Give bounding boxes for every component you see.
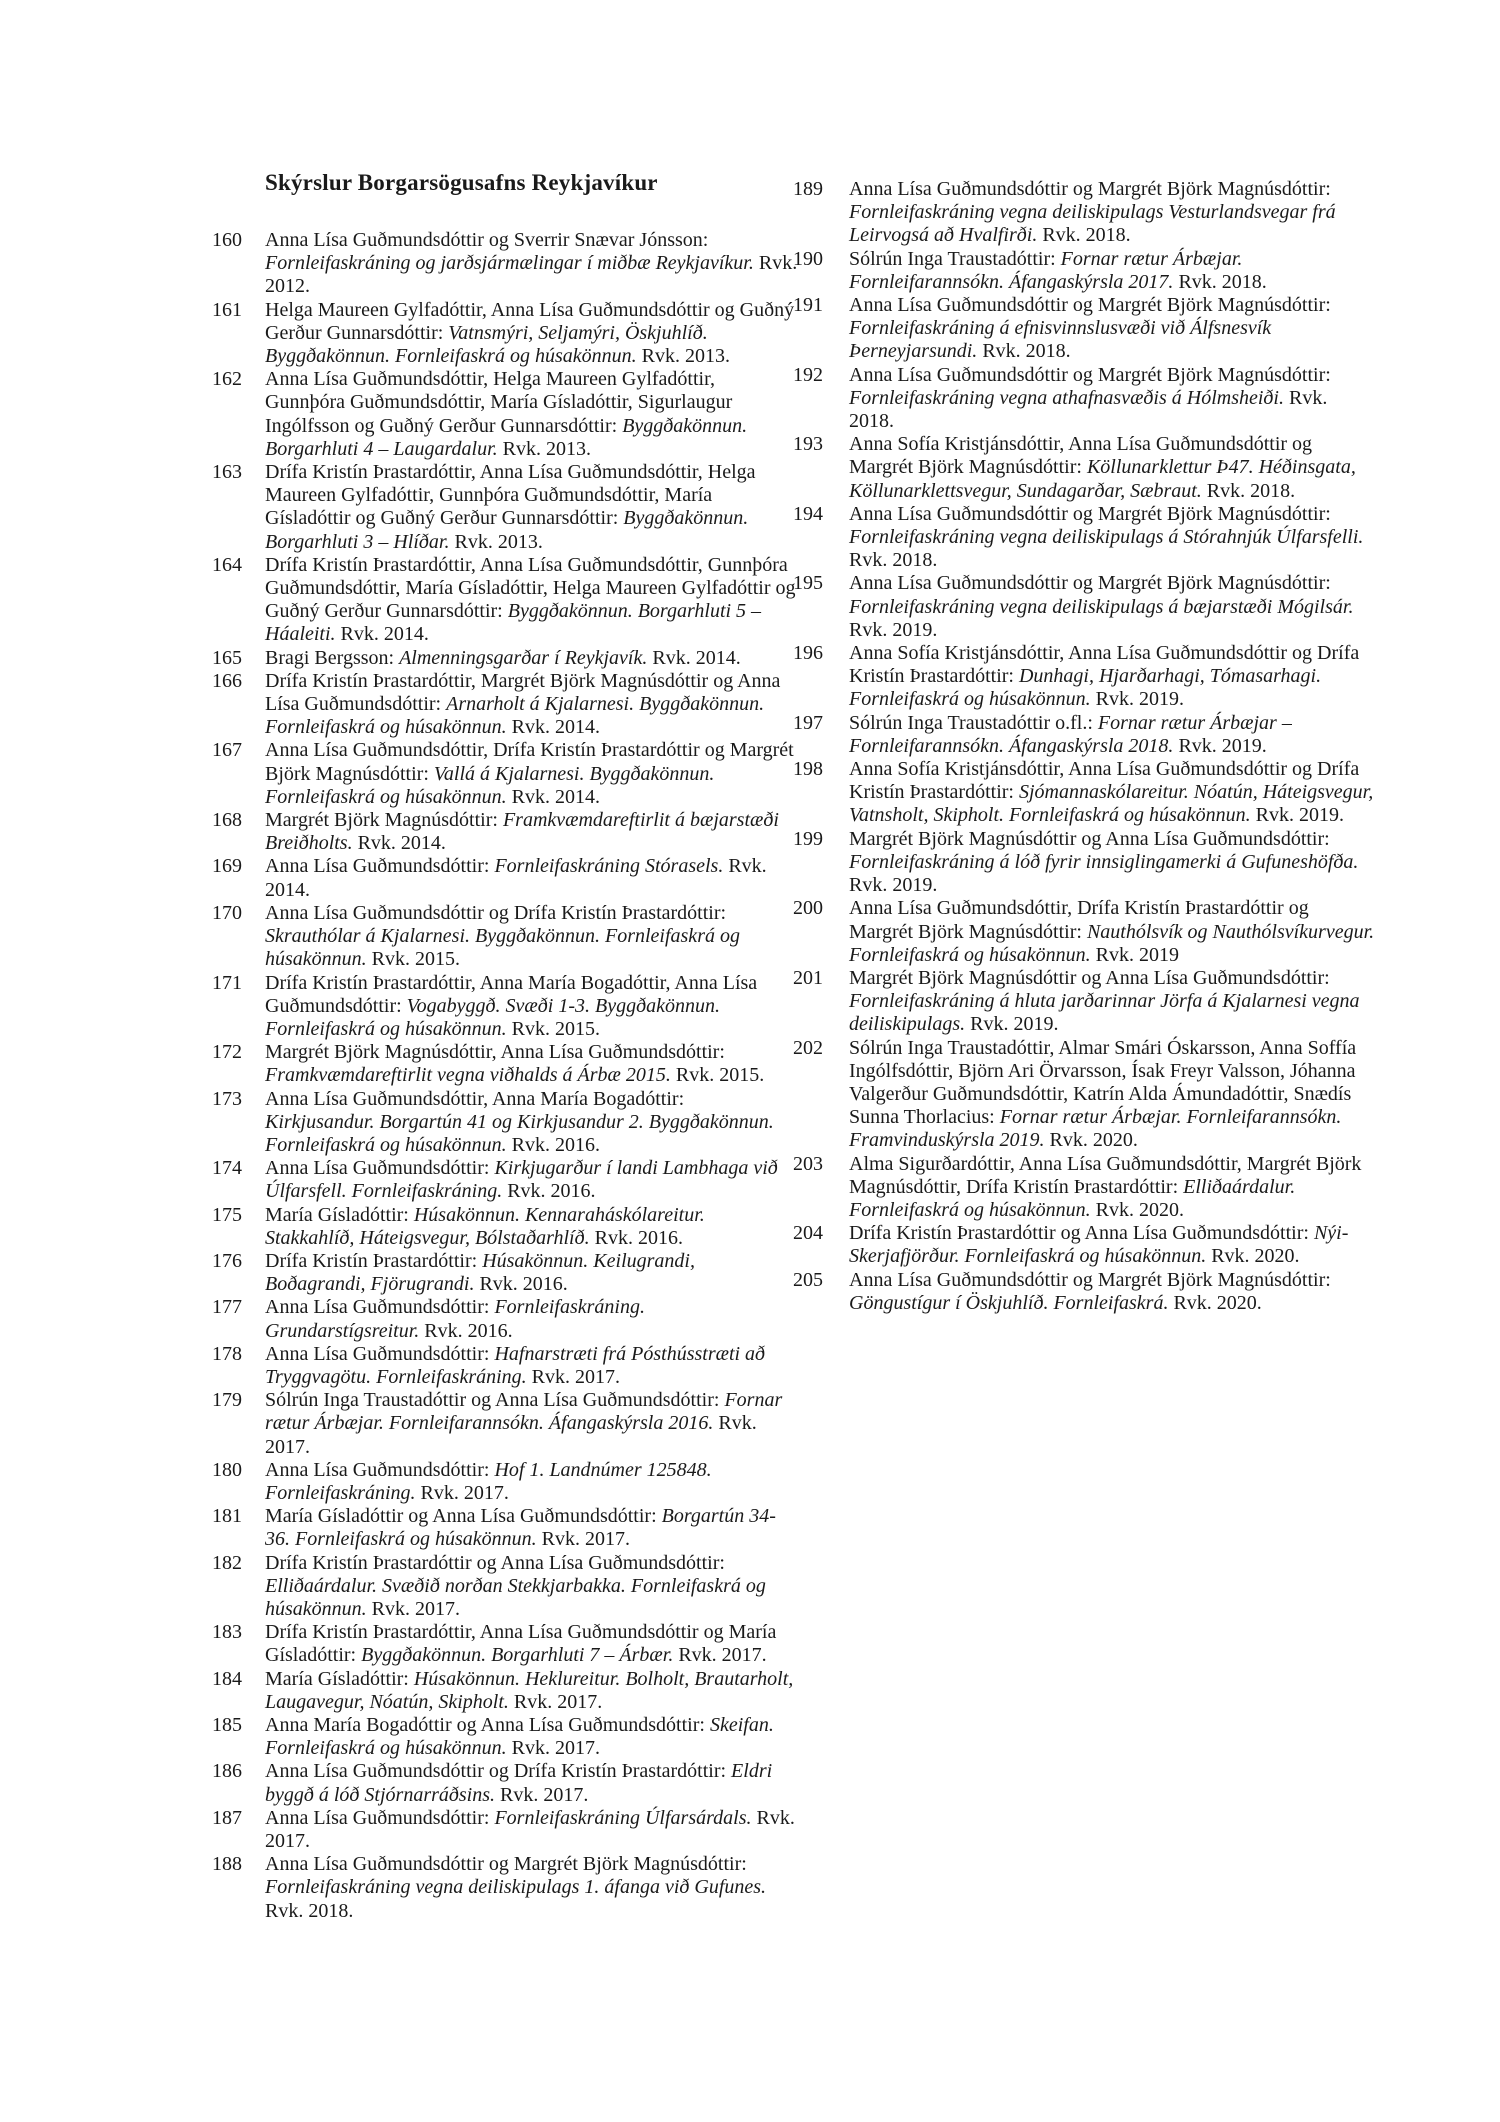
entry-number: 197 — [793, 711, 823, 734]
reference-entry — [212, 299, 798, 369]
entry-number: 162 — [212, 368, 242, 391]
entry-text: Anna Lísa Guðmundsdóttir og Margrét Björk Magnúsdóttir: Fornleifaskráning vegna athafnasvæðis á Hólmsheiði. Rvk. 2018. — [849, 363, 1331, 433]
reference-entry — [212, 1041, 798, 1087]
reference-entry — [793, 433, 1375, 503]
entry-text: Anna Lísa Guðmundsdóttir, Drífa Kristín Þrastardóttir og Margrét Björk Magnúsdóttir: Vallá á Kjalarnesi. Byggðakönnun. Fornleifaskrá og húsakönnun. Rvk. 2014. — [265, 739, 794, 808]
entry-text: Anna Lísa Guðmundsdóttir og Margrét Björk Magnúsdóttir: Göngustígur í Öskjuhlíð. Fornleifaskrá. Rvk. 2020. — [849, 1268, 1331, 1314]
entry-text: Drífa Kristín Þrastardóttir, Anna María Bogadóttir, Anna Lísa Guðmundsdóttir: Vogabyggð. Svæði 1-3. Byggðakönnun. Fornleifaskrá og húsakönnun. Rvk. 2015. — [265, 971, 758, 1040]
reference-entry — [793, 712, 1375, 758]
entry-number: 181 — [212, 1505, 242, 1528]
reference-entry — [793, 572, 1375, 642]
entry-number: 193 — [793, 433, 823, 456]
entry-number: 174 — [212, 1157, 242, 1180]
entry-number: 199 — [793, 827, 823, 850]
entry-text: Anna Lísa Guðmundsdóttir, Helga Maureen Gylfadóttir, Gunnþóra Guðmundsdóttir, María Gísladóttir, Sigurlaugur Ingólfsson og Guðný Gerður Gunnarsdóttir: Byggðakönnun. Borgarhluti 4 – Laugardalur. Rvk. 2013. — [265, 368, 748, 460]
entry-number: 195 — [793, 572, 823, 595]
entry-number: 161 — [212, 298, 242, 321]
entry-number: 175 — [212, 1203, 242, 1226]
reference-entry — [212, 1343, 798, 1389]
entry-text: Sólrún Inga Traustadóttir o.fl.: Fornar rætur Árbæjar – Fornleifarannsókn. Áfangaskýrsla 2018. Rvk. 2019. — [849, 711, 1292, 757]
reference-entry — [212, 1552, 798, 1622]
entry-text: Alma Sigurðardóttir, Anna Lísa Guðmundsdóttir, Margrét Björk Magnúsdóttir, Drífa Kristín Þrastardóttir: Elliðaárdalur. Fornleifaskrá og húsakönnun. Rvk. 2020. — [849, 1152, 1362, 1221]
reference-entry — [793, 364, 1375, 434]
entry-number: 203 — [793, 1152, 823, 1175]
entry-text: Drífa Kristín Þrastardóttir og Anna Lísa Guðmundsdóttir: Nýi-Skerjafjörður. Fornleifaskrá og húsakönnun. Rvk. 2020. — [849, 1222, 1349, 1268]
entry-number: 166 — [212, 669, 242, 692]
entry-number: 160 — [212, 229, 242, 251]
entry-number: 163 — [212, 461, 242, 484]
entry-text: Margrét Björk Magnúsdóttir og Anna Lísa Guðmundsdóttir: Fornleifaskráning á lóð fyrir innsiglingamerki á Gufuneshöfða. Rvk. 2019. — [849, 827, 1359, 897]
entry-number: 204 — [793, 1222, 823, 1245]
entry-text: Drífa Kristín Þrastardóttir, Anna Lísa Guðmundsdóttir, Gunnþóra Guðmundsdóttir, María Gísladóttir, Helga Maureen Gylfadóttir og Guðný Gerður Gunnarsdóttir: Byggðakönnun. Borgarhluti 5 – Háaleiti. Rvk. 2014. — [265, 553, 796, 646]
reference-entry — [212, 1088, 798, 1158]
entry-text: Margrét Björk Magnúsdóttir: Framkvæmdareftirlit á bæjarstæði Breiðholts. Rvk. 2014. — [265, 809, 779, 855]
reference-entry — [793, 294, 1375, 364]
entry-text: Anna Lísa Guðmundsdóttir: Hafnarstræti frá Pósthússtræti að Tryggvagötu. Fornleifaskráning. Rvk. 2017. — [265, 1342, 766, 1388]
entry-text: Anna Lísa Guðmundsdóttir og Drífa Kristín Þrastardóttir: Skrauthólar á Kjalarnesi. Byggðakönnun. Fornleifaskrá og húsakönnun. Rvk. 2015. — [265, 901, 740, 971]
reference-entry — [793, 967, 1375, 1037]
entry-text: Sólrún Inga Traustadóttir: Fornar rætur Árbæjar. Fornleifarannsókn. Áfangaskýrsla 2017. Rvk. 2018. — [849, 247, 1267, 293]
reference-entry — [793, 178, 1375, 248]
entry-text: María Gísladóttir: Húsakönnun. Heklureitur. Bolholt, Brautarholt, Laugavegur, Nóatún, Skipholt. Rvk. 2017. — [265, 1667, 794, 1713]
reference-entry — [793, 642, 1375, 712]
entry-text: Anna Lísa Guðmundsdóttir: Fornleifaskráning Úlfarsárdals. Rvk. 2017. — [265, 1806, 795, 1853]
reference-entry — [212, 670, 798, 740]
reference-entry — [212, 647, 798, 670]
entry-number: 179 — [212, 1389, 242, 1412]
entry-number: 186 — [212, 1760, 242, 1783]
reference-entry — [212, 1505, 798, 1551]
entry-number: 192 — [793, 363, 823, 386]
entry-number: 184 — [212, 1667, 242, 1690]
reference-entry — [212, 1389, 798, 1459]
reference-entry — [793, 1153, 1375, 1223]
entry-text: Anna Sofía Kristjánsdóttir, Anna Lísa Guðmundsdóttir og Drífa Kristín Þrastardóttir: Dunhagi, Hjarðarhagi, Tómasarhagi. Fornleifaskrá og húsakönnun. Rvk. 2019. — [849, 642, 1360, 711]
reference-entry — [212, 229, 798, 299]
entry-number: 180 — [212, 1458, 242, 1481]
entry-number: 188 — [212, 1853, 242, 1876]
entry-text: Helga Maureen Gylfadóttir, Anna Lísa Guðmundsdóttir og Guðný Gerður Gunnarsdóttir: Vatnsmýri, Seljamýri, Öskjuhlíð. Byggðakönnun. Fornleifaskrá og húsakönnun. Rvk. 2013. — [265, 298, 795, 368]
reference-entry — [212, 855, 798, 901]
entry-text: Anna Lísa Guðmundsdóttir og Margrét Björk Magnúsdóttir: Fornleifaskráning vegna deiliskipulags Vesturlandsvegar frá Leirvogsá að Hvalfirði. Rvk. 2018. — [849, 178, 1336, 247]
reference-entry — [793, 503, 1375, 573]
entry-number: 171 — [212, 971, 242, 994]
entry-number: 178 — [212, 1342, 242, 1365]
entry-text: Anna Lísa Guðmundsdóttir: Fornleifaskráning. Grundarstígsreitur. Rvk. 2016. — [265, 1296, 645, 1342]
reference-entry — [793, 1037, 1375, 1153]
entry-number: 187 — [212, 1806, 242, 1829]
entry-text: Anna Sofía Kristjánsdóttir, Anna Lísa Guðmundsdóttir og Margrét Björk Magnúsdóttir: Köllunarklettur Þ47. Héðinsgata, Köllunarklettsvegur, Sundagarðar, Sæbraut. Rvk. 2018. — [849, 433, 1356, 502]
reference-entry — [793, 758, 1375, 828]
entry-number: 198 — [793, 758, 823, 781]
reference-entry — [793, 1222, 1375, 1268]
entry-text: Bragi Bergsson: Almenningsgarðar í Reykjavík. Rvk. 2014. — [265, 646, 741, 669]
entry-text: Drífa Kristín Þrastardóttir, Anna Lísa Guðmundsdóttir og María Gísladóttir: Byggðakönnun. Borgarhluti 7 – Árbær. Rvk. 2017. — [265, 1621, 777, 1667]
reference-entry — [212, 739, 798, 809]
entry-number: 205 — [793, 1268, 823, 1291]
entry-number: 182 — [212, 1551, 242, 1574]
entry-number: 200 — [793, 897, 823, 920]
entry-text: Sólrún Inga Traustadóttir og Anna Lísa Guðmundsdóttir: Fornar rætur Árbæjar. Fornleifarannsókn. Áfangaskýrsla 2016. Rvk. 2017. — [265, 1389, 783, 1458]
entry-text: María Gísladóttir og Anna Lísa Guðmundsdóttir: Borgartún 34-36. Fornleifaskrá og húsakönnun. Rvk. 2017. — [265, 1505, 776, 1551]
entry-number: 191 — [793, 294, 823, 317]
reference-list-left-column — [212, 229, 798, 1923]
reference-entry — [793, 828, 1375, 898]
entry-text: Margrét Björk Magnúsdóttir og Anna Lísa Guðmundsdóttir: Fornleifaskráning á hluta jarðarinnar Jörfa á Kjalarnesi vegna deiliskipulags. Rvk. 2019. — [849, 966, 1360, 1036]
entry-text: Drífa Kristín Þrastardóttir, Margrét Björk Magnúsdóttir og Anna Lísa Guðmundsdóttir: Arnarholt á Kjalarnesi. Byggðakönnun. Fornleifaskrá og húsakönnun. Rvk. 2014. — [265, 669, 781, 739]
reference-entry — [212, 902, 798, 972]
entry-number: 176 — [212, 1249, 242, 1272]
entry-text: Anna Lísa Guðmundsdóttir og Margrét Björk Magnúsdóttir: Fornleifaskráning vegna deiliskipulags á Stórahnjúk Úlfarsfelli. Rvk. 2018. — [849, 502, 1364, 572]
reference-entry — [212, 368, 798, 461]
entry-number: 183 — [212, 1621, 242, 1644]
reference-entry — [212, 1204, 798, 1250]
reference-entry — [212, 1459, 798, 1505]
entry-text: Anna Lísa Guðmundsdóttir og Margrét Björk Magnúsdóttir: Fornleifaskráning vegna deiliskipulags á bæjarstæði Mógilsár. Rvk. 2019. — [849, 572, 1354, 641]
reference-entry — [212, 1714, 798, 1760]
reference-entry — [212, 461, 798, 554]
entry-number: 167 — [212, 739, 242, 762]
page-title: Skýrslur Borgarsögusafns Reykjavíkur — [265, 170, 658, 195]
entry-number: 189 — [793, 178, 823, 200]
entry-text: Anna María Bogadóttir og Anna Lísa Guðmundsdóttir: Skeifan. Fornleifaskrá og húsakönnun. Rvk. 2017. — [265, 1714, 774, 1760]
entry-text: Drífa Kristín Þrastardóttir: Húsakönnun. Keilugrandi, Boðagrandi, Fjörugrandi. Rvk. 2016. — [265, 1249, 695, 1296]
entry-number: 194 — [793, 502, 823, 525]
entry-text: Drífa Kristín Þrastardóttir, Anna Lísa Guðmundsdóttir, Helga Maureen Gylfadóttir, Gunnþóra Guðmundsdóttir, María Gísladóttir og Guðný Gerður Gunnarsdóttir: Byggðakönnun. Borgarhluti 3 – Hlíðar. Rvk. 2013. — [265, 461, 756, 553]
entry-number: 168 — [212, 809, 242, 832]
reference-entry — [212, 1250, 798, 1296]
entry-number: 172 — [212, 1041, 242, 1064]
entry-number: 196 — [793, 642, 823, 665]
entry-text: Anna Lísa Guðmundsdóttir og Margrét Björk Magnúsdóttir: Fornleifaskráning vegna deiliskipulags 1. áfanga við Gufunes. Rvk. 2018. — [265, 1853, 767, 1922]
entry-text: Anna Lísa Guðmundsdóttir, Drífa Kristín Þrastardóttir og Margrét Björk Magnúsdóttir: Nauthólsvík og Nauthólsvíkurvegur. Fornleifaskrá og húsakönnun. Rvk. 2019 — [849, 897, 1375, 966]
entry-number: 173 — [212, 1087, 242, 1110]
entry-text: Anna Sofía Kristjánsdóttir, Anna Lísa Guðmundsdóttir og Drífa Kristín Þrastardóttir: Sjómannaskólareitur. Nóatún, Háteigsvegur, Vatnsholt, Skipholt. Fornleifaskrá og húsakönnun. Rvk. 2019. — [849, 758, 1374, 827]
reference-entry — [212, 1853, 798, 1923]
entry-number: 202 — [793, 1036, 823, 1059]
reference-entry — [212, 809, 798, 855]
entry-number: 170 — [212, 901, 242, 924]
entry-text: Anna Lísa Guðmundsdóttir, Anna María Bogadóttir: Kirkjusandur. Borgartún 41 og Kirkjusandur 2. Byggðakönnun. Fornleifaskrá og húsakönnun. Rvk. 2016. — [265, 1087, 774, 1156]
entry-text: Anna Lísa Guðmundsdóttir og Margrét Björk Magnúsdóttir: Fornleifaskráning á efnisvinnslusvæði við Álfsnesvík Þerneyjarsundi. Rvk. 2018. — [849, 294, 1331, 363]
entry-number: 201 — [793, 966, 823, 989]
reference-entry — [212, 554, 798, 647]
reference-list-right-column — [793, 178, 1375, 1315]
reference-entry — [212, 1807, 798, 1853]
entry-number: 169 — [212, 855, 242, 878]
entry-text: Anna Lísa Guðmundsdóttir og Drífa Kristín Þrastardóttir: Eldri byggð á lóð Stjórnarráðsins. Rvk. 2017. — [265, 1760, 773, 1806]
entry-number: 177 — [212, 1296, 242, 1319]
entry-number: 190 — [793, 247, 823, 270]
reference-entry — [212, 1157, 798, 1203]
reference-entry — [212, 1296, 798, 1342]
entry-number: 185 — [212, 1714, 242, 1736]
entry-text: Anna Lísa Guðmundsdóttir: Fornleifaskráning Stórasels. Rvk. 2014. — [265, 855, 767, 901]
entry-text: Anna Lísa Guðmundsdóttir: Kirkjugarður í landi Lambhaga við Úlfarsfell. Fornleifaskráning. Rvk. 2016. — [265, 1157, 778, 1203]
entry-text: Drífa Kristín Þrastardóttir og Anna Lísa Guðmundsdóttir: Elliðaárdalur. Svæðið norðan Stekkjarbakka. Fornleifaskrá og húsakönnun. Rvk. 2017. — [265, 1551, 766, 1620]
entry-number: 165 — [212, 646, 242, 669]
reference-entry — [793, 897, 1375, 967]
reference-entry — [212, 1668, 798, 1714]
reference-entry — [793, 248, 1375, 294]
entry-text: Margrét Björk Magnúsdóttir, Anna Lísa Guðmundsdóttir: Framkvæmdareftirlit vegna viðhalds á Árbæ 2015. Rvk. 2015. — [265, 1041, 765, 1087]
reference-entry — [212, 1760, 798, 1806]
entry-text: Anna Lísa Guðmundsdóttir: Hof 1. Landnúmer 125848. Fornleifaskráning. Rvk. 2017. — [265, 1458, 712, 1504]
entry-text: Sólrún Inga Traustadóttir, Almar Smári Óskarsson, Anna Soffía Ingólfsdóttir, Björn Ari Örvarsson, Ísak Freyr Valsson, Jóhanna Valgerður Guðmundsdóttir, Katrín Alda Ámundadóttir, Snædís Sunna Thorlacius: Fornar rætur Árbæjar. Fornleifarannsókn. Framvinduskýrsla 2019. Rvk. 2020. — [849, 1036, 1357, 1152]
reference-entry — [793, 1269, 1375, 1315]
reference-entry — [212, 972, 798, 1042]
reference-entry — [212, 1621, 798, 1667]
entry-text: María Gísladóttir: Húsakönnun. Kennaraháskólareitur. Stakkahlíð, Háteigsvegur, Bólstaðarhlíð. Rvk. 2016. — [265, 1203, 705, 1249]
entry-number: 164 — [212, 553, 242, 576]
entry-text: Anna Lísa Guðmundsdóttir og Sverrir Snævar Jónsson: Fornleifaskráning og jarðsjármælingar í miðbæ Reykjavíkur. Rvk. 2012. — [265, 229, 798, 298]
